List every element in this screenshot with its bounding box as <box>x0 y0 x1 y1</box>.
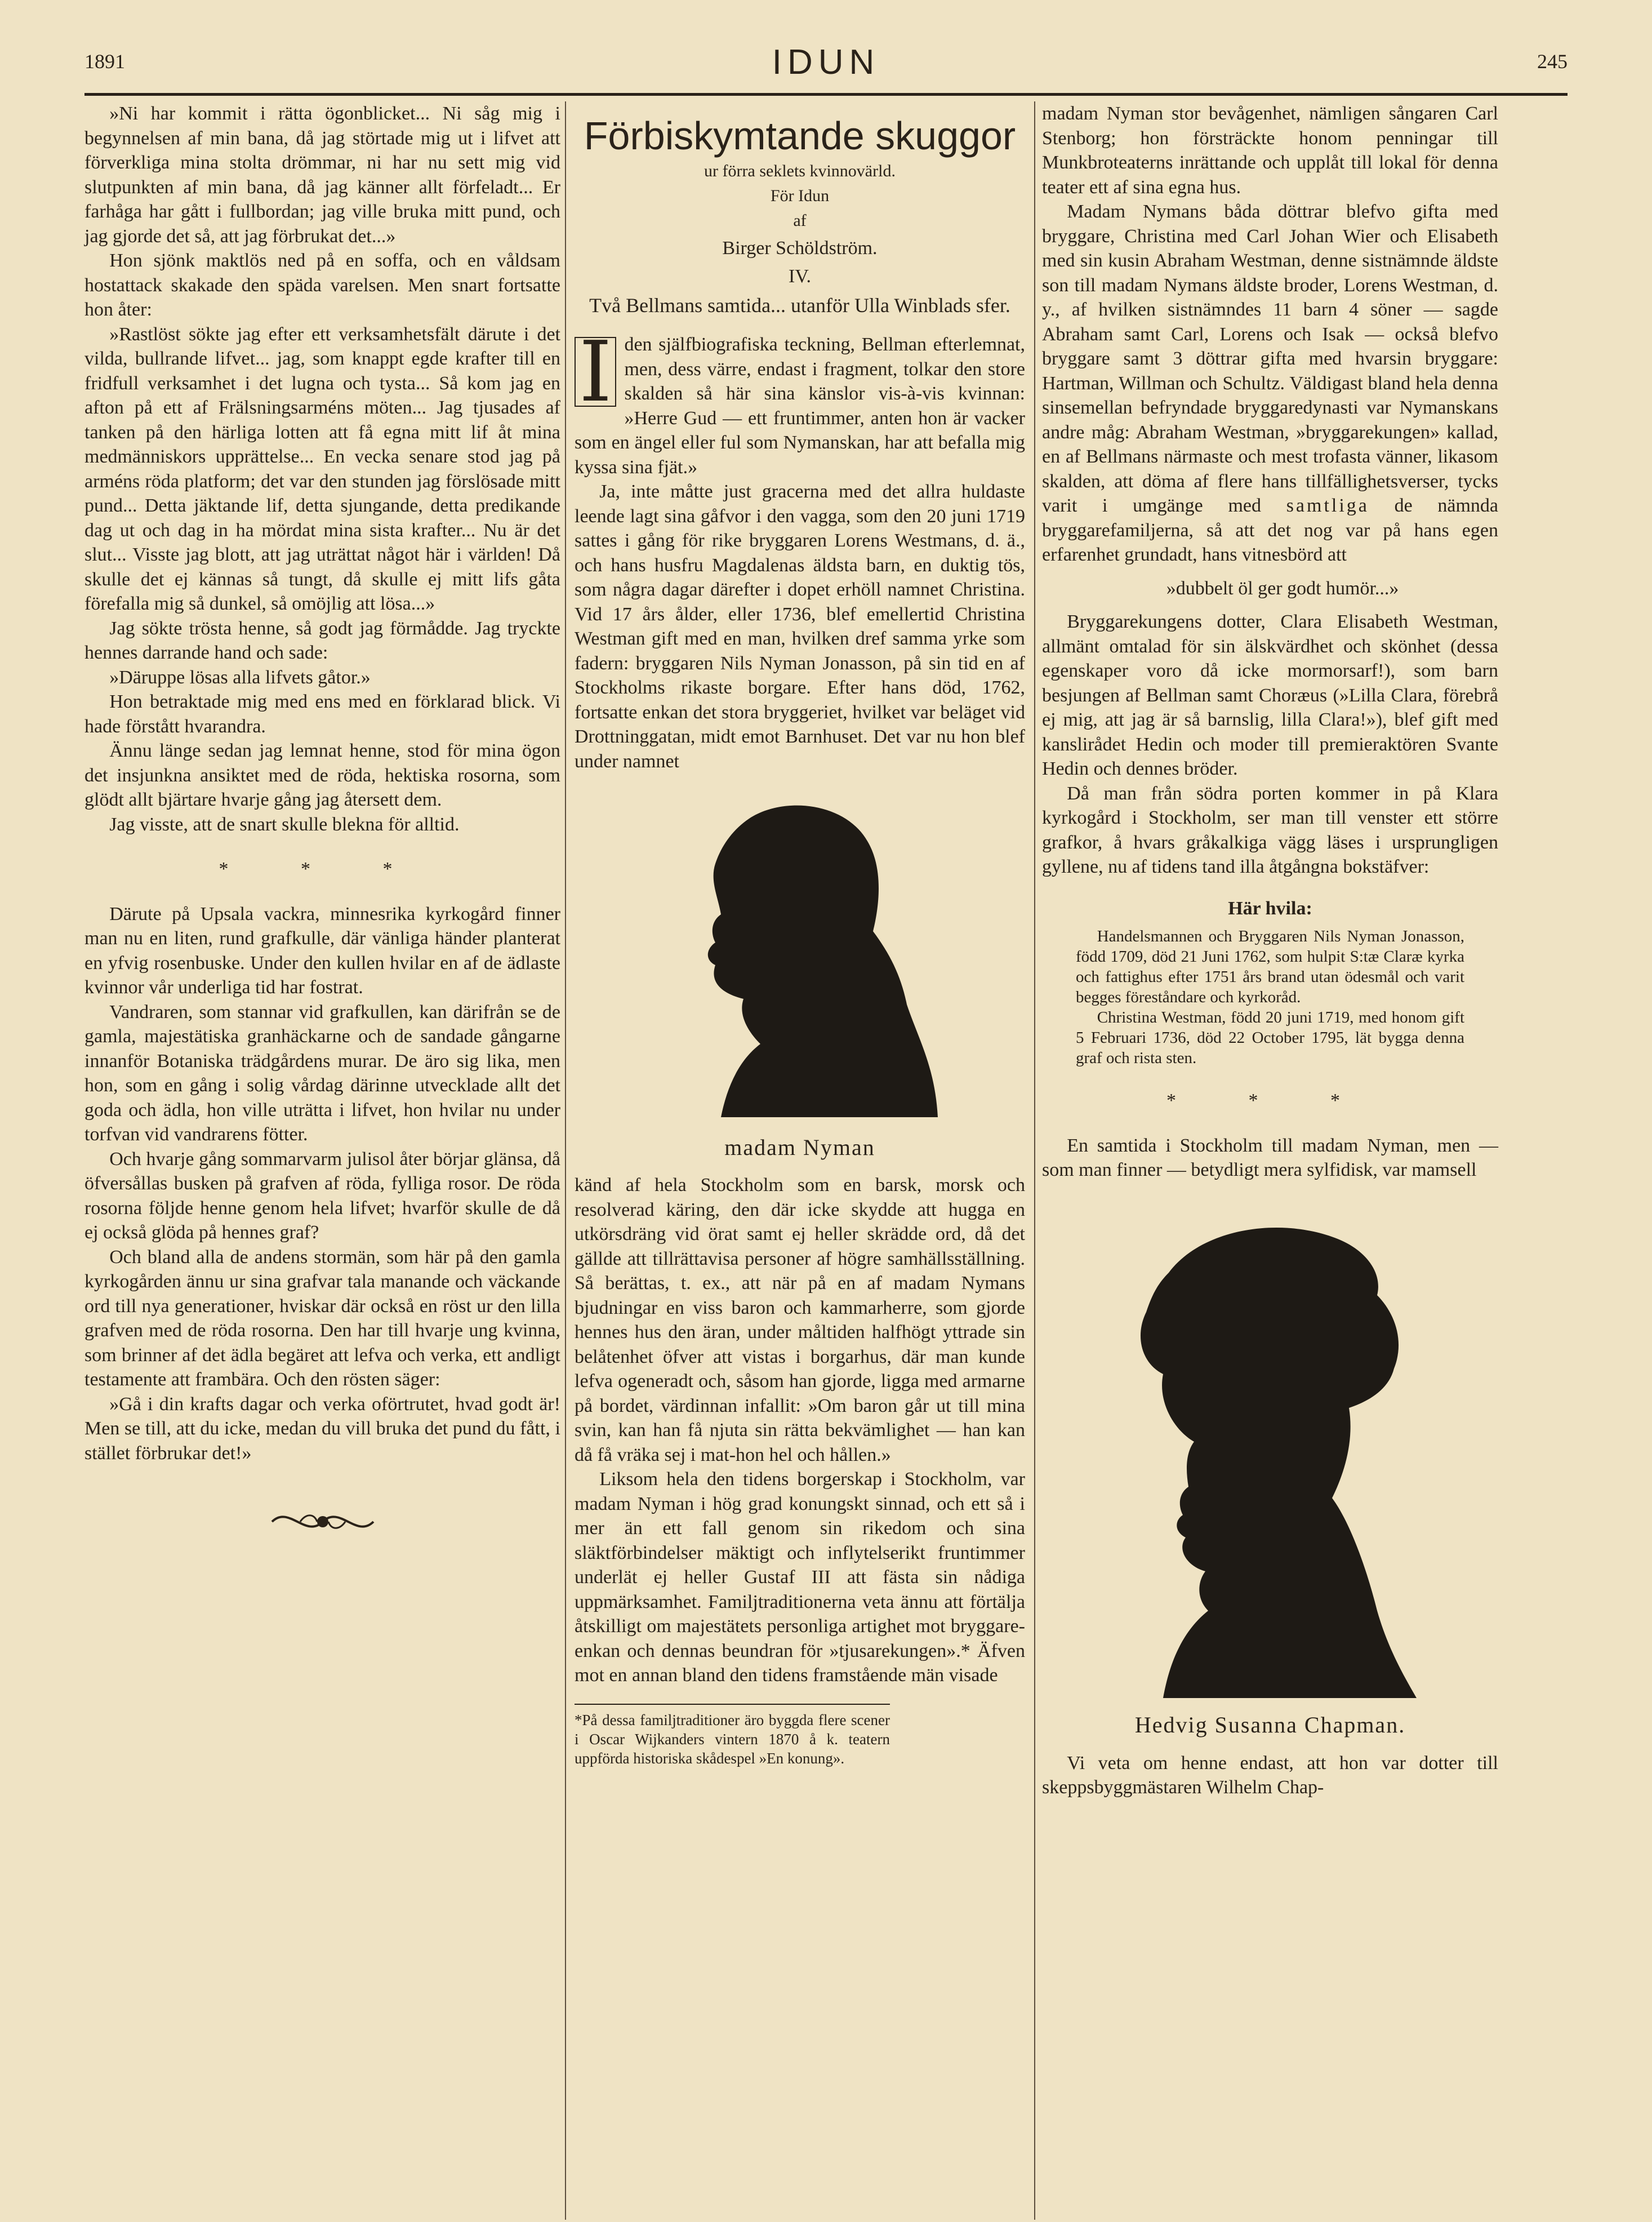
spaced-word: samtliga <box>1286 495 1369 516</box>
paragraph: Därute på Upsala vackra, minnesrika kyrkogård finner man nu en liten, rund grafkulle, där vänliga händer planterat en yfvig rosenbuske. Under den kullen hvilar en af de ädlaste kvinnor vår underliga tid har fostrat. <box>84 903 560 998</box>
column-2 <box>575 101 1025 1768</box>
image-caption: madam Nyman <box>724 1134 875 1160</box>
article-title: Förbiskymtande skuggor <box>584 114 1016 158</box>
header-year: 1891 <box>84 50 125 73</box>
article-subtitle: ur förra seklets kvinnovärld. <box>704 162 896 180</box>
paragraph: »Gå i din krafts dagar och verka oförtrutet, hvad godt är! Men se till, att du icke, medan du vill bruka det pund du fått, i stället förbrukar det!» <box>84 1393 560 1464</box>
paragraph: Ja, inte måtte just gracerna med det allra huldaste leende lagt sina gåfvor i den vagga, som den 20 juni 1719 sattes i gång för rike bryggaren Lorens Westmans, d. ä., och hans husfru Magdalenas äldsta barn, en duktig tös, som några dagar därefter i dopet erhöll namnet Christina. Vid 17 års ålder, eller 1736, blef emellertid Christina Westman gift med en man, hvilken dref samma yrke som fadern: bryggaren Nils Nyman Jonasson, på sin tid en af Stockholms rikaste borgare. Efter hans död, 1762, fortsatte enkan det stora bryggeriet, hvilket var beläget vid Drottninggatan, midt emot Barnhuset. Det var nu hon blef under namnet <box>575 481 1025 772</box>
paragraph: Och bland alla de andens stormän, som här på den gamla kyrkogården ännu ur sina grafvar tala manande och väckande ord till nya generationer, hviskar där också en röst ur den lilla grafven med de röda rosorna. Den har till hvarje ung kvinna, som brinner af det ädla begäret att lefva och verka, ett andligt testamente att frambära. Och den rösten säger: <box>84 1246 560 1390</box>
paragraph: »Rastlöst sökte jag efter ett verksamhetsfält därute i det vilda, bullrande lifvet... jag, som knappt egde krafter till en fridfull verksamhet i det lugna och tysta... Så kom jag en afton på ett af Frälsningsarméns möten... Jag tjusades af tanken på den härliga lotten att få egna mitt lif åt mina medmänniskors upprättelse... En vecka senare stod jag på arméns röda platform; det var den stunden jag förslösade mitt pund... Detta jäktande lif, detta sjungande, detta predikande dag ut och dag in ha mördat mina sista krafter... Nu är det slut... Visste jag blott, att jag uträttat något här i världen! Då skulle det ej kännas så tungt, då skulle ej mitt lifs gåta förefalla mig så dunkel, så omöjlig att lösa...» <box>84 323 560 614</box>
paragraph: »Ni har kommit i rätta ögonblicket... Ni såg mig i begynnelsen af min bana, då jag störtade mig ut i lifvet att förverkliga mina stolta drömmar, ni har nu sett mig vid slutpunkten af min bana, då jag känner allt förfeladt... Er farhåga har gått i fullbordan; jag ville bruka mitt pund, och jag gjorde det så, att jag förbrukat det...» <box>84 103 560 247</box>
section-stars: * * * <box>1166 1090 1374 1111</box>
paragraph: Ännu länge sedan jag lemnat henne, stod för mina ögon det insjunkna ansiktet med de röda, hektiska rosorna, som glödt allt bjärtare hvarje gång jag återsett dem. <box>84 740 560 810</box>
paragraph: Vandraren, som stannar vid grafkullen, kan därifrån se de gamla, majestätiska granhäckarne och de sandade gångarne innanför Botaniska trädgårdens murar. De äro sig lika, men hon, som en gång i solig vårdag därinne utvecklade allt det goda och ädla, hon ville uträtta i lifvet, hon hvilar nu under torfvan vid vandrarens fötter. <box>84 1001 560 1145</box>
paragraph: »Däruppe lösas alla lifvets gåtor.» <box>109 666 371 688</box>
epitaph-heading: Här hvila: <box>1228 897 1312 919</box>
header-page-number: 245 <box>1537 50 1568 73</box>
paragraph: Madam Nymans båda döttrar blefvo gifta med bryggare, Christina med Carl Johan Wier och Elisabeth med sin kusin Abraham Westman, denne sistnämnde äldste son till madam Nymans äldste broder, Lorens Westman, d. y., af hvilken sistnämndes 11 barn 4 söner — sagde Abraham samt Carl, Lorens och Isak — också blefvo bryggare samt 3 döttrar gifta med hvarsin bryggare: Hartman, Willman och Schultz. Väldigast bland hela denna sinsemellan befryndade bryggaredynasti var Nymanskans andre måg: Abraham Westman, »bryggarekungen» kallad, en af Bellmans närmaste och mest trofasta vänner, likasom skalden, att döma af flere hans tillfällighetsverser, tycks varit i umgänge med samtliga de nämnda bryggarefamiljerna, så att det nog var på hans egen erfarenhet grundadt, hans vitnesbörd att <box>1042 201 1499 565</box>
column-1 <box>84 101 560 1551</box>
article-byline-af: af <box>793 211 807 230</box>
silhouette-icon <box>653 796 946 1123</box>
quote: »dubbelt öl ger godt humör...» <box>1166 577 1399 599</box>
paragraph: madam Nyman stor bevågenhet, nämligen sångaren Carl Stenborg; hon försträckte honom penningar till Munkbroteaterns inrättande och upplåt till lokal för denna teater ett af sina egna hus. <box>1042 103 1498 198</box>
image-caption: Hedvig Susanna Chapman. <box>1134 1712 1406 1737</box>
paragraph: Bryggarekungens dotter, Clara Elisabeth Westman, allmänt omtalad för sin älskvärdhet och skönhet (dessa egenskaper voro då icke mormorsarf!), som barn besjungen af Bellman samt Choræus (»Lilla Clara, förebrå ej mig, att jag är så barnslig, lilla Clara!»), blef gift med kanslirådet Hedin och moder till premieraktören Svante Hedin och dennes bröder. <box>1042 611 1498 779</box>
paragraph: Hon sjönk maktlös ned på en soffa, och en våldsam hostattack skakade den späda varelsen. Men snart fortsatte hon åter: <box>84 250 560 320</box>
silhouette-image <box>575 796 1025 1130</box>
silhouette-icon <box>1101 1205 1439 1701</box>
header-rule <box>84 93 1568 96</box>
article-part-number: IV. <box>789 266 811 287</box>
paragraph: känd af hela Stockholm som en barsk, morsk och resolverad käring, den där icke skydde att hugga en utkörsdräng vid örat samt ej heller skrädde ord, då det gällde att tillrättavisa personer af högre samhällsställning. Så berättas, t. ex., att när på en af madam Nymans bjudningar en viss baron och kammarherre, som gjorde hennes hus den äran, under måltiden halfhögt yttrade sin belåtenhet öfver att vistas i borgarhus, där man kunde lefva ogeneradt och, såsom han gjorde, ligga med armarne på bordet, värdinnan infallit: »Om baron går ut till mina svin, kan han få njuta sin rätta bekvämlighet — han kan då få vräka sej i mat-hon hel och hållen.» <box>575 1175 1025 1465</box>
article-heading: Två Bellmans samtida... utanför Ulla Winblads sfer. <box>589 294 1010 317</box>
drop-cap: I <box>575 337 616 407</box>
paragraph: I den själfbiografiska teckning, Bellman efterlemnat, men, dess värre, endast i fragment, tolkar den store skalden så här sina känslor vis-à-vis kvinnan: »Herre Gud — ett fruntimmer, anten hon är vacker som en ängel eller ful som Nymanskan, har att befalla mig kyssa sina fjät.» <box>575 323 1025 478</box>
silhouette-image <box>1042 1205 1498 1708</box>
section-stars: * * * <box>219 859 426 879</box>
paragraph: En samtida i Stockholm till madam Nyman, men — som man finner — betydligt mera sylfidisk, var mamsell <box>1042 1135 1498 1180</box>
paragraph: Vi veta om henne endast, att hon var dotter till skeppsbyggmästaren Wilhelm Chap- <box>1042 1752 1498 1798</box>
header-title: IDUN <box>772 43 880 82</box>
paragraph: Liksom hela den tidens borgerskap i Stockholm, var madam Nyman i hög grad konungskt sinnad, och ett så i mer än ett fall genom sin rikedom och sina släktförbindelser mäktigt och inflytelserikt fruntimmer underlät ej heller Gustaf III att fästa sin nådiga uppmärksamhet. Familjtraditionerna veta ännu att förtälja åtskilligt om majestätets personliga artighet mot bryggare-enkan och dennas beundran för »tjusarekungen».* Äfven mot en annan bland den tidens framstående män visade <box>575 1469 1025 1686</box>
ornament-icon <box>84 1499 560 1551</box>
article-byline-for: För Idun <box>770 186 830 205</box>
footnote: *På dessa familjtraditioner äro byggda flere scener i Oscar Wijkanders vintern 1870 å k. teatern uppförda historiska skådespel »En konung». <box>575 1704 890 1768</box>
paragraph: Jag visste, att de snart skulle blekna för alltid. <box>109 814 460 835</box>
paragraph: Och hvarje gång sommarvarm julisol åter börjar glänsa, då öfversållas busken på grafven af röda, fylliga rosor. De röda rosorna följde henne genom hela lifvet; hvarför skulle de då ej också glöda på hennes graf? <box>84 1148 560 1243</box>
paragraph: Jag sökte trösta henne, så godt jag förmådde. Jag tryckte hennes darrande hand och sade: <box>84 617 560 663</box>
column-divider-1 <box>565 101 566 2220</box>
article-author: Birger Schöldström. <box>722 238 878 259</box>
epitaph-text: Handelsmannen och Bryggaren Nils Nyman Jonasson, född 1709, död 21 Juni 1762, som hulpit S:tæ Claræ kyrka och fattighus efter 1751 års brand utan ödesmål och varit begges föreståndare och kyrkoråd. Christina Westman, född 20 juni 1719, med honom gift 5 Februari 1736, död 22 October 1795, lät bygga denna graf och rista sten. <box>1076 927 1464 1067</box>
column-divider-2 <box>1034 101 1035 2220</box>
paragraph: Hon betraktade mig med ens med en förklarad blick. Vi hade förstått hvarandra. <box>84 691 560 737</box>
column-3 <box>1042 101 1498 1800</box>
paragraph: Då man från södra porten kommer in på Klara kyrkogård i Stockholm, ser man till venster ett större grafkor, å hvars gråkalkiga vägg läses i ursprungligen gyllene, nu af tidens tand illa åtgångna bokstäfver: <box>1042 783 1498 877</box>
